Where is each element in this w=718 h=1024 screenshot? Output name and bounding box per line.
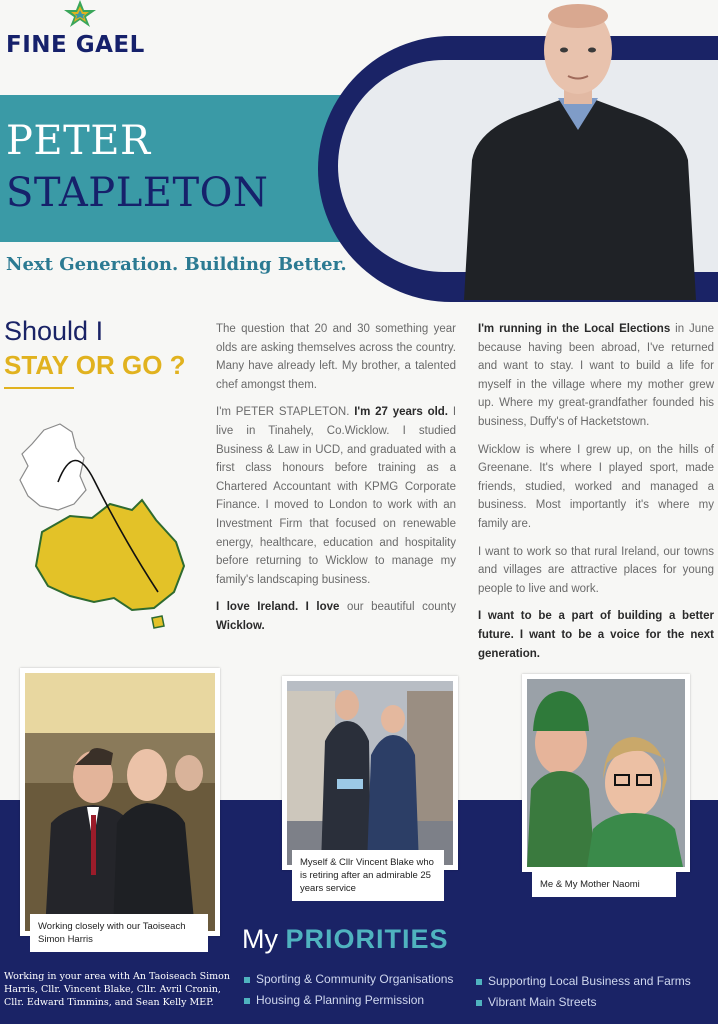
bullet-icon: [244, 998, 250, 1004]
bullet-icon: [476, 979, 482, 985]
motivation-column: [478, 320, 714, 672]
headline-underline: [4, 387, 74, 389]
photo-taoiseach: [20, 668, 220, 936]
headline-stay-or-go: STAY OR GO ?: [4, 350, 186, 380]
party-name: FINE GAEL: [6, 32, 145, 58]
tasmania-shape: [152, 616, 164, 628]
voice-paragraph: [478, 607, 714, 663]
work-area-text: Working in your area with An Taoiseach Simon Harris, Cllr. Vincent Blake, Cllr. Avril Cronin, Cllr. Edward Timmins, and Sean Kelly MEP.: [4, 971, 231, 1008]
photo-mother-image: [527, 679, 685, 867]
rural-ireland-paragraph: I want to work so that rural Ireland, our towns and villages are attractive places for young people to live and work.: [478, 545, 714, 595]
voice-bold: I want to be a part of building a better future. I want to be a voice for the next generation.: [478, 610, 714, 660]
my-label: My: [242, 924, 278, 954]
intro-paragraph: The question that 20 and 30 something year olds are asking themselves across the country. Many have already left. My brother, a talented chef amongst them.: [216, 323, 456, 391]
ireland-outline: [20, 424, 86, 510]
candidate-first-name: PETER: [6, 118, 151, 164]
photo-mother-caption: Me & My Mother Naomi: [532, 872, 676, 897]
priorities-label: PRIORITIES: [285, 924, 449, 954]
photo-taoiseach-image: [25, 673, 215, 931]
photo-mother: [522, 674, 690, 872]
wicklow-paragraph: Wicklow is where I grew up, on the hills of Greenane. It's where I played sport, made friends, studied, worked and managed a business. Most importantly it's where my family are.: [478, 443, 714, 530]
love-ireland-wicklow: Wicklow.: [216, 619, 265, 632]
photo-cllr-blake-caption: Myself & Cllr Vincent Blake who is retiring after an admirable 25 years service: [292, 850, 444, 901]
priority-label: Vibrant Main Streets: [488, 995, 597, 1009]
bio-text: I live in Tinahely, Co.Wicklow. I studied Business & Law in UCD, and graduated with a first class honours before training as a Chartered Accountant with KPMG Corporate Finance. I moved to London to work with an Investment Firm that focused on renewable energy, healthcare, education and hospitality before returning to Wicklow to manage my family's landscaping business.: [216, 406, 457, 586]
priority-item: [244, 993, 424, 1007]
intro-column: [216, 320, 456, 645]
fine-gael-star-logo-icon: [58, 0, 102, 28]
priority-item: [476, 974, 691, 988]
candidate-portrait: [458, 0, 698, 300]
photo-taoiseach-caption: Working closely with our Taoiseach Simon Harris: [30, 914, 208, 952]
priority-item: [476, 995, 597, 1009]
photo-cllr-blake: [282, 676, 458, 870]
bio-lead: I'm PETER STAPLETON.: [216, 406, 350, 419]
bio-paragraph: [216, 403, 456, 589]
running-paragraph: [478, 320, 714, 432]
candidate-last-name: STAPLETON: [6, 170, 269, 216]
running-bold: I'm running in the Local Elections: [478, 323, 671, 335]
bio-age: I'm 27 years old.: [354, 406, 449, 419]
priority-label: Supporting Local Business and Farms: [488, 974, 691, 988]
photo-cllr-blake-image: [287, 681, 453, 865]
ireland-to-australia-map-illustration: [14, 420, 194, 630]
bullet-icon: [476, 1000, 482, 1006]
priority-label: Housing & Planning Permission: [256, 993, 425, 1007]
love-ireland-text: our beautiful county: [346, 601, 456, 614]
my-priorities-heading: [242, 924, 449, 955]
tagline: Next Generation. Building Better.: [6, 254, 347, 275]
running-text: in June because having been abroad, I've returned and want to stay. I want to build a life for myself in the village where my mother grew up. Where my great-grandfather founded his business, Duffy's of Hacketstown.: [478, 323, 714, 428]
headline-should-i: Should I: [4, 316, 104, 346]
priority-item: [244, 972, 453, 986]
love-ireland-bold: I love Ireland. I love: [216, 601, 340, 614]
bullet-icon: [244, 977, 250, 983]
love-ireland-paragraph: [216, 598, 456, 635]
australia-shape: [36, 500, 184, 610]
priority-label: Sporting & Community Organisations: [256, 972, 454, 986]
